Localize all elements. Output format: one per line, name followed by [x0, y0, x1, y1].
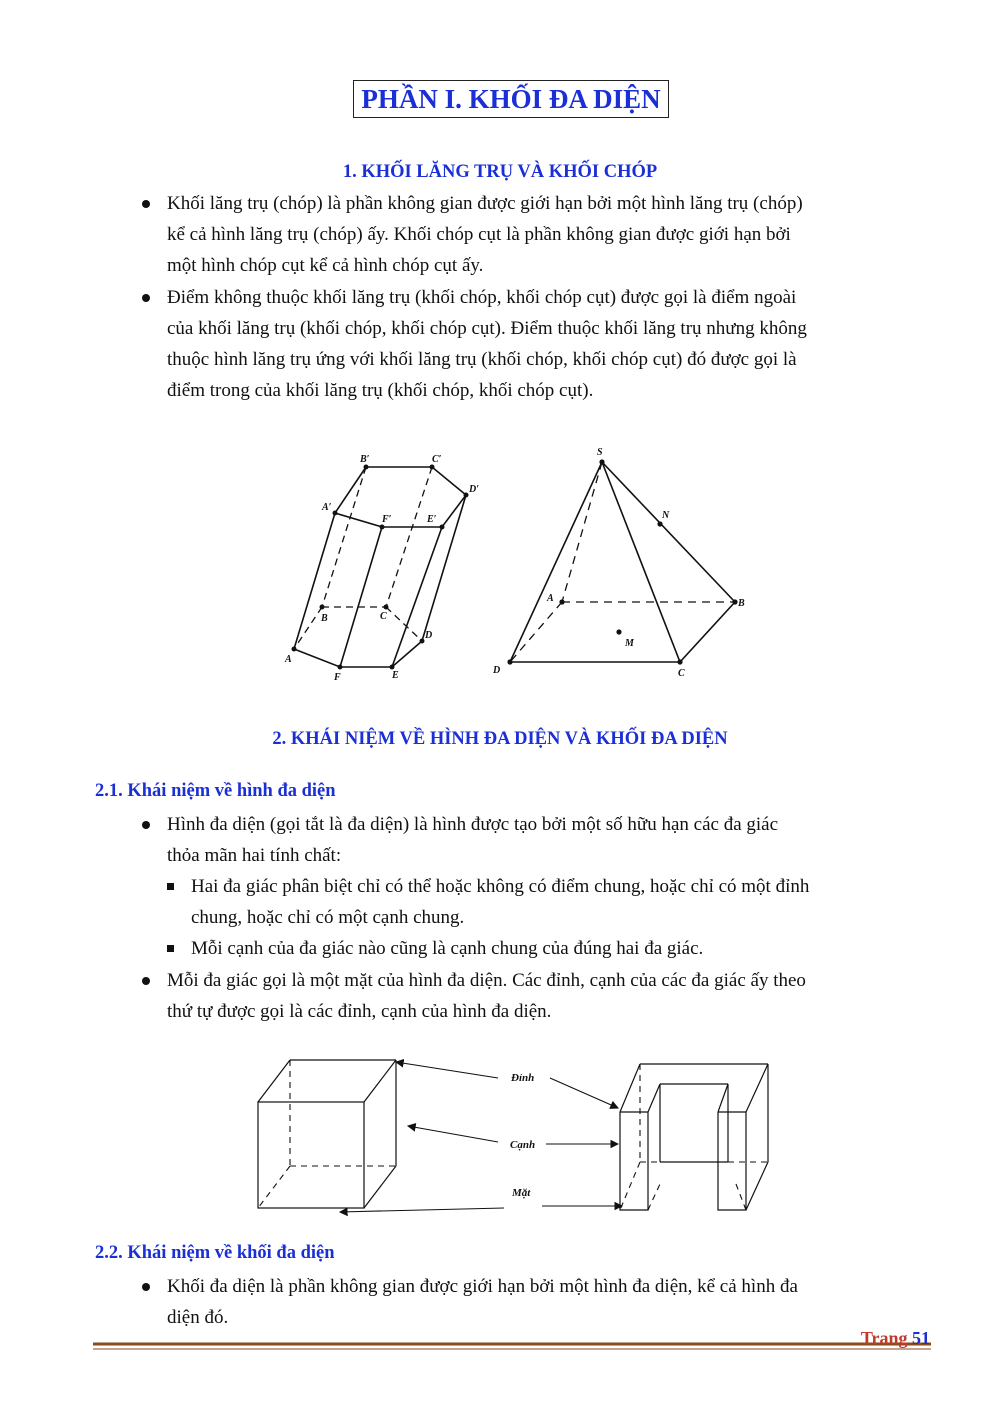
s1-bullet-1: [167, 188, 929, 281]
label-vertex: Đỉnh: [511, 1072, 535, 1084]
label-edge: Cạnh: [510, 1139, 536, 1151]
label-A: A: [547, 593, 554, 604]
square-bullet-marker: [167, 945, 174, 952]
label-F: F: [334, 672, 341, 683]
quadrilateral-pyramid-figure: [485, 440, 755, 685]
s2-1-sub-bullet-2: [191, 933, 929, 964]
part-title: PHẦN I. KHỐI ĐA DIỆN: [353, 80, 669, 118]
bullet-marker: [142, 1283, 152, 1293]
bullet-marker: [142, 821, 152, 831]
s2-1-bullet-1: [167, 809, 929, 871]
text-line: của khối lăng trụ (khối chóp, khối chóp cụt). Điểm thuộc khối lăng trụ nhưng không: [167, 318, 807, 339]
text-line: thuộc hình lăng trụ ứng với khối lăng trụ (khối chóp, khối chóp cụt) đó được gọi là: [167, 349, 797, 370]
text-line: Mỗi cạnh của đa giác nào cũng là cạnh chung của đúng hai đa giác.: [191, 938, 704, 959]
bullet-marker: [142, 977, 152, 987]
label-E: E: [392, 670, 399, 681]
page-label: Trang: [860, 1328, 908, 1348]
bullet-marker: [142, 294, 152, 304]
page-number: [861, 1328, 930, 1349]
label-E1: E′: [427, 514, 437, 525]
text-line: một hình chóp cụt kể cả hình chóp cụt ấy.: [167, 255, 484, 276]
label-S: S: [597, 447, 603, 458]
polyhedron-parts-figure: [250, 1050, 780, 1220]
subsection-2-2-title: 2.2. Khái niệm về khối đa diện: [95, 1243, 335, 1263]
s2-1-bullet-2: [167, 965, 929, 1027]
text-line: Mỗi đa giác gọi là một mặt của hình đa diện. Các đỉnh, cạnh của các đa giác ấy theo: [167, 970, 806, 991]
label-D: D: [493, 665, 501, 676]
label-A1: A′: [322, 502, 332, 513]
label-C1: C′: [432, 454, 442, 465]
footer-rule: [93, 1342, 931, 1352]
text-line: Điểm không thuộc khối lăng trụ (khối chóp, khối chóp cụt) được gọi là điểm ngoài: [167, 287, 797, 308]
text-line: Hai đa giác phân biệt chỉ có thể hoặc không có điểm chung, hoặc chỉ có một đỉnh: [191, 876, 810, 897]
text-line: thứ tự được gọi là các đỉnh, cạnh của hình đa diện.: [167, 1001, 552, 1022]
text-line: điểm trong của khối lăng trụ (khối chóp, khối chóp cụt).: [167, 380, 594, 401]
label-C: C: [380, 611, 387, 622]
square-bullet-marker: [167, 883, 174, 890]
subsection-2-1-title: 2.1. Khái niệm về hình đa diện: [95, 781, 336, 801]
s2-1-sub-bullet-1: [191, 871, 929, 933]
text-line: diện đó.: [167, 1307, 229, 1328]
label-face: Mặt: [512, 1187, 531, 1199]
label-C: C: [678, 668, 685, 679]
text-line: Khối lăng trụ (chóp) là phần không gian được giới hạn bởi một hình lăng trụ (chóp): [167, 193, 803, 214]
section-1-title: 1. KHỐI LĂNG TRỤ VÀ KHỐI CHÓP: [342, 162, 658, 182]
label-B: B: [321, 613, 328, 624]
label-M: M: [625, 638, 634, 649]
label-N: N: [662, 510, 670, 521]
label-D1: D′: [469, 484, 480, 495]
text-line: chung, hoặc chỉ có một cạnh chung.: [191, 907, 465, 928]
text-line: kể cả hình lăng trụ (chóp) ấy. Khối chóp cụt là phần không gian được giới hạn bởi: [167, 224, 791, 245]
text-line: Hình đa diện (gọi tắt là đa diện) là hình được tạo bởi một số hữu hạn các đa giác: [167, 814, 779, 835]
label-B: B: [738, 598, 745, 609]
text-line: Khối đa diện là phần không gian được giới hạn bởi một hình đa diện, kể cả hình đa: [167, 1276, 798, 1297]
s1-bullet-2: [167, 282, 929, 406]
label-D: D: [425, 630, 433, 641]
s2-2-bullet-1: [167, 1271, 929, 1333]
label-A: A: [285, 654, 292, 665]
label-B1: B′: [360, 454, 370, 465]
label-F1: F′: [382, 514, 392, 525]
page-number-value: 51: [912, 1328, 930, 1348]
bullet-marker: [142, 200, 152, 210]
section-2-title: 2. KHÁI NIỆM VỀ HÌNH ĐA DIỆN VÀ KHỐI ĐA DIỆN: [272, 729, 728, 749]
text-line: thỏa mãn hai tính chất:: [167, 845, 342, 866]
hexagonal-prism-figure: [270, 445, 500, 690]
